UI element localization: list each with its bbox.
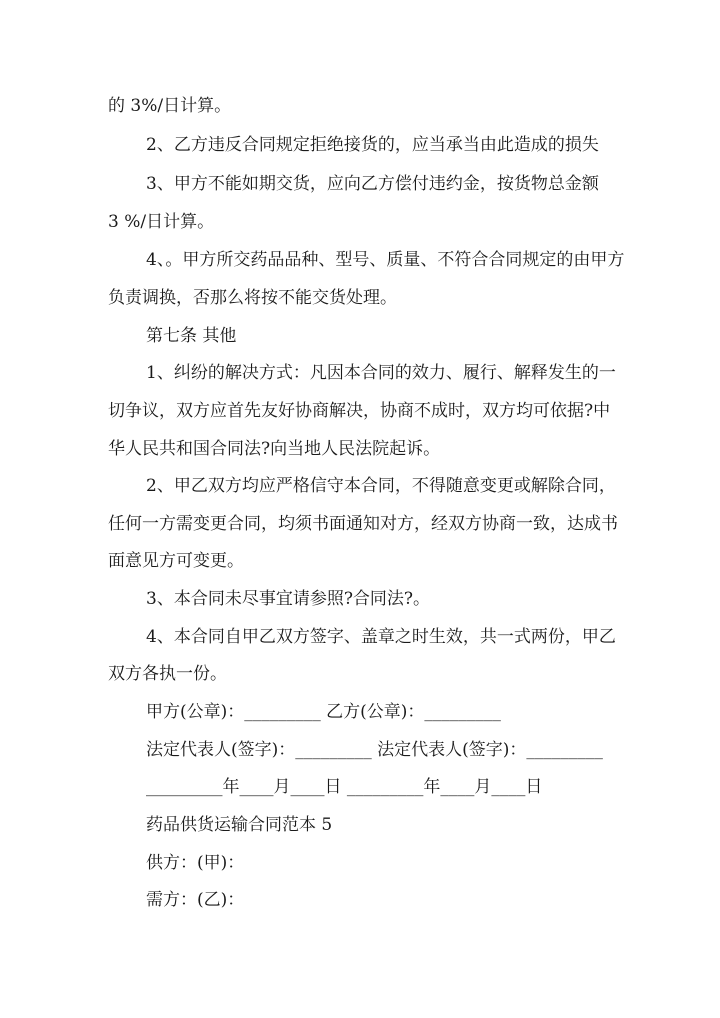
text-line: 4、本合同自甲乙双方签字、盖章之时生效，共一式两份，甲乙 [146, 627, 616, 647]
text-line: 4、。甲方所交药品品种、型号、质量、不符合合同规定的由甲方 [146, 250, 625, 270]
text-line: 华人民共和国合同法?向当地人民法院起诉。 [108, 439, 441, 459]
text-line: 1、纠纷的解决方式：凡因本合同的效力、履行、解释发生的一 [146, 363, 616, 383]
signature-line-representative: 法定代表人(签字)：_________ 法定代表人(签字)：_________ [146, 740, 603, 760]
text-line: 面意见方可变更。 [108, 551, 244, 571]
text-line: 切争议，双方应首先友好协商解决，协商不成时，双方均可依据?中 [108, 401, 611, 421]
text-line: 3、甲方不能如期交货，应向乙方偿付违约金，按货物总金额 [146, 174, 599, 194]
signature-line-date: _________年____月____日 _________年____月____日 [146, 777, 543, 797]
text-line: 2、乙方违反合同规定拒绝接货的，应当承当由此造成的损失 [146, 135, 599, 155]
signature-line-seal: 甲方(公章)：_________ 乙方(公章)：_________ [146, 702, 501, 722]
text-line: 双方各执一份。 [108, 664, 227, 684]
text-line: 3 %/日计算。 [108, 212, 215, 232]
text-line: 2、甲乙双方均应严格信守本合同，不得随意变更或解除合同， [146, 476, 616, 496]
supplier-line: 供方：(甲)： [146, 853, 245, 873]
text-line: 3、本合同未尽事宜请参照?合同法?。 [146, 589, 431, 609]
contract-title: 药品供货运输合同范本 5 [146, 815, 333, 835]
section-heading: 第七条 其他 [146, 326, 237, 346]
text-line: 的 3%/日计算。 [108, 96, 232, 116]
text-line: 负责调换，否那么将按不能交货处理。 [108, 288, 397, 308]
text-line: 任何一方需变更合同，均须书面通知对方，经双方协商一致，达成书 [108, 514, 618, 534]
buyer-line: 需方：(乙)： [146, 890, 245, 910]
